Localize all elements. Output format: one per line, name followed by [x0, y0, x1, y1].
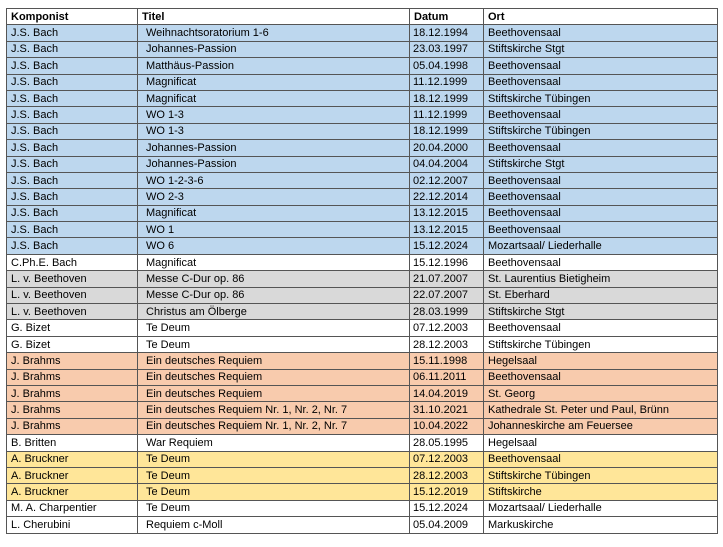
cell-ort[interactable]: Beethovensaal [484, 369, 718, 385]
header-ort[interactable]: Ort [484, 9, 718, 25]
table-body [7, 25, 718, 533]
cell-ort[interactable]: Stiftskirche Tübingen [484, 123, 718, 139]
table-row [7, 402, 718, 418]
cell-titel[interactable]: Te Deum [138, 500, 410, 516]
table-row [7, 517, 718, 533]
cell-datum[interactable]: 20.04.2000 [410, 140, 484, 156]
cell-titel[interactable]: WO 1-2-3-6 [138, 172, 410, 188]
cell-datum[interactable]: 15.12.1996 [410, 254, 484, 270]
table-row [7, 41, 718, 57]
cell-titel[interactable]: Matthäus-Passion [138, 58, 410, 74]
cell-komponist[interactable]: A. Bruckner [7, 451, 138, 467]
table-row [7, 205, 718, 221]
table-row [7, 271, 718, 287]
cell-ort[interactable]: Beethovensaal [484, 25, 718, 41]
cell-titel[interactable]: Te Deum [138, 320, 410, 336]
cell-datum[interactable]: 23.03.1997 [410, 41, 484, 57]
cell-komponist[interactable]: J. Brahms [7, 385, 138, 401]
cell-datum[interactable]: 15.12.2019 [410, 484, 484, 500]
cell-ort[interactable]: Beethovensaal [484, 107, 718, 123]
table-row [7, 418, 718, 434]
table-row [7, 451, 718, 467]
cell-titel[interactable]: Ein deutsches Requiem [138, 369, 410, 385]
table-row [7, 140, 718, 156]
cell-ort[interactable]: Stiftskirche [484, 484, 718, 500]
cell-komponist[interactable]: A. Bruckner [7, 484, 138, 500]
cell-ort[interactable]: Hegelsaal [484, 353, 718, 369]
table-row [7, 107, 718, 123]
cell-datum[interactable]: 11.12.1999 [410, 107, 484, 123]
cell-datum[interactable]: 18.12.1999 [410, 90, 484, 106]
table-row [7, 435, 718, 451]
cell-ort[interactable]: Beethovensaal [484, 451, 718, 467]
cell-datum[interactable]: 15.12.2024 [410, 238, 484, 254]
cell-titel[interactable]: Requiem c-Moll [138, 517, 410, 533]
cell-komponist[interactable]: M. A. Charpentier [7, 500, 138, 516]
cell-komponist[interactable]: C.Ph.E. Bach [7, 254, 138, 270]
cell-datum[interactable]: 14.04.2019 [410, 385, 484, 401]
cell-komponist[interactable]: J.S. Bach [7, 238, 138, 254]
table-row [7, 304, 718, 320]
cell-datum[interactable]: 18.12.1999 [410, 123, 484, 139]
table-row [7, 74, 718, 90]
table-row [7, 156, 718, 172]
table-row [7, 90, 718, 106]
cell-ort[interactable]: Stiftskirche Stgt [484, 41, 718, 57]
cell-datum[interactable]: 22.12.2014 [410, 189, 484, 205]
cell-komponist[interactable]: J.S. Bach [7, 140, 138, 156]
table-row [7, 287, 718, 303]
cell-titel[interactable]: Messe C-Dur op. 86 [138, 271, 410, 287]
table-row [7, 484, 718, 500]
cell-titel[interactable]: Te Deum [138, 336, 410, 352]
cell-komponist[interactable]: J.S. Bach [7, 41, 138, 57]
cell-ort[interactable]: Kathedrale St. Peter und Paul, Brünn [484, 402, 718, 418]
cell-ort[interactable]: Beethovensaal [484, 140, 718, 156]
cell-titel[interactable]: Te Deum [138, 467, 410, 483]
cell-ort[interactable]: Beethovensaal [484, 58, 718, 74]
cell-datum[interactable]: 15.12.2024 [410, 500, 484, 516]
table-row [7, 238, 718, 254]
table-row [7, 467, 718, 483]
cell-titel[interactable]: WO 6 [138, 238, 410, 254]
cell-titel[interactable]: War Requiem [138, 435, 410, 451]
cell-ort[interactable]: Markuskirche [484, 517, 718, 533]
table-row [7, 172, 718, 188]
table-row [7, 58, 718, 74]
cell-datum[interactable]: 28.12.2003 [410, 467, 484, 483]
cell-titel[interactable]: WO 1-3 [138, 107, 410, 123]
table-row [7, 25, 718, 41]
table-row [7, 123, 718, 139]
cell-ort[interactable]: Stiftskirche Tübingen [484, 90, 718, 106]
cell-datum[interactable]: 07.12.2003 [410, 320, 484, 336]
cell-komponist[interactable]: J.S. Bach [7, 189, 138, 205]
cell-ort[interactable]: Beethovensaal [484, 189, 718, 205]
cell-datum[interactable]: 21.07.2007 [410, 271, 484, 287]
cell-titel[interactable]: Ein deutsches Requiem Nr. 1, Nr. 2, Nr. 7 [138, 418, 410, 434]
table-row [7, 189, 718, 205]
table-row [7, 353, 718, 369]
cell-ort[interactable]: St. Eberhard [484, 287, 718, 303]
cell-ort[interactable]: St. Laurentius Bietigheim [484, 271, 718, 287]
cell-datum[interactable]: 10.04.2022 [410, 418, 484, 434]
cell-titel[interactable]: WO 1-3 [138, 123, 410, 139]
cell-datum[interactable]: 13.12.2015 [410, 205, 484, 221]
cell-datum[interactable]: 05.04.1998 [410, 58, 484, 74]
table-row [7, 222, 718, 238]
cell-ort[interactable]: Beethovensaal [484, 254, 718, 270]
cell-datum[interactable]: 28.03.1999 [410, 304, 484, 320]
cell-komponist[interactable]: J. Brahms [7, 418, 138, 434]
cell-ort[interactable]: Beethovensaal [484, 205, 718, 221]
table-row [7, 320, 718, 336]
cell-komponist[interactable]: J.S. Bach [7, 123, 138, 139]
cell-datum[interactable]: 18.12.1994 [410, 25, 484, 41]
cell-komponist[interactable]: G. Bizet [7, 336, 138, 352]
cell-ort[interactable]: Johanneskirche am Feuersee [484, 418, 718, 434]
cell-komponist[interactable]: J.S. Bach [7, 90, 138, 106]
cell-titel[interactable]: Johannes-Passion [138, 156, 410, 172]
header-datum[interactable]: Datum [410, 9, 484, 25]
header-komponist[interactable]: Komponist [7, 9, 138, 25]
cell-ort[interactable]: Hegelsaal [484, 435, 718, 451]
cell-titel[interactable]: WO 1 [138, 222, 410, 238]
concert-table [6, 8, 718, 534]
cell-titel[interactable]: WO 2-3 [138, 189, 410, 205]
cell-titel[interactable]: Te Deum [138, 451, 410, 467]
cell-komponist[interactable]: J.S. Bach [7, 222, 138, 238]
cell-titel[interactable]: Ein deutsches Requiem [138, 385, 410, 401]
cell-datum[interactable]: 05.04.2009 [410, 517, 484, 533]
table-row [7, 336, 718, 352]
cell-ort[interactable]: Beethovensaal [484, 222, 718, 238]
cell-ort[interactable]: Beethovensaal [484, 172, 718, 188]
cell-titel[interactable]: Te Deum [138, 484, 410, 500]
table-row [7, 369, 718, 385]
cell-ort[interactable]: Stiftskirche Stgt [484, 304, 718, 320]
cell-komponist[interactable]: J.S. Bach [7, 107, 138, 123]
cell-datum[interactable]: 28.12.2003 [410, 336, 484, 352]
cell-ort[interactable]: Beethovensaal [484, 320, 718, 336]
cell-datum[interactable]: 04.04.2004 [410, 156, 484, 172]
cell-titel[interactable]: Weihnachtsoratorium 1-6 [138, 25, 410, 41]
cell-komponist[interactable]: J.S. Bach [7, 25, 138, 41]
cell-titel[interactable]: Johannes-Passion [138, 41, 410, 57]
cell-komponist[interactable]: J.S. Bach [7, 205, 138, 221]
cell-komponist[interactable]: L. Cherubini [7, 517, 138, 533]
cell-titel[interactable]: Magnificat [138, 205, 410, 221]
cell-komponist[interactable]: J.S. Bach [7, 58, 138, 74]
cell-titel[interactable]: Christus am Ölberge [138, 304, 410, 320]
cell-komponist[interactable]: B. Britten [7, 435, 138, 451]
cell-datum[interactable]: 15.11.1998 [410, 353, 484, 369]
cell-komponist[interactable]: L. v. Beethoven [7, 287, 138, 303]
cell-ort[interactable]: Stiftskirche Tübingen [484, 336, 718, 352]
cell-ort[interactable]: St. Georg [484, 385, 718, 401]
table-row [7, 254, 718, 270]
cell-komponist[interactable]: G. Bizet [7, 320, 138, 336]
cell-titel[interactable]: Ein deutsches Requiem [138, 353, 410, 369]
cell-komponist[interactable]: J. Brahms [7, 402, 138, 418]
cell-komponist[interactable]: J.S. Bach [7, 156, 138, 172]
cell-komponist[interactable]: J. Brahms [7, 369, 138, 385]
header-titel[interactable]: Titel [138, 9, 410, 25]
cell-titel[interactable]: Magnificat [138, 90, 410, 106]
table-row [7, 385, 718, 401]
cell-ort[interactable]: Stiftskirche Stgt [484, 156, 718, 172]
table-row [7, 500, 718, 516]
cell-datum[interactable]: 11.12.1999 [410, 74, 484, 90]
cell-datum[interactable]: 02.12.2007 [410, 172, 484, 188]
cell-titel[interactable]: Ein deutsches Requiem Nr. 1, Nr. 2, Nr. 7 [138, 402, 410, 418]
cell-komponist[interactable]: L. v. Beethoven [7, 271, 138, 287]
cell-ort[interactable]: Mozartsaal/ Liederhalle [484, 238, 718, 254]
cell-komponist[interactable]: J.S. Bach [7, 74, 138, 90]
cell-datum[interactable]: 07.12.2003 [410, 451, 484, 467]
cell-komponist[interactable]: A. Bruckner [7, 467, 138, 483]
cell-komponist[interactable]: J.S. Bach [7, 172, 138, 188]
cell-datum[interactable]: 31.10.2021 [410, 402, 484, 418]
cell-titel[interactable]: Messe C-Dur op. 86 [138, 287, 410, 303]
cell-ort[interactable]: Beethovensaal [484, 74, 718, 90]
cell-titel[interactable]: Johannes-Passion [138, 140, 410, 156]
cell-datum[interactable]: 28.05.1995 [410, 435, 484, 451]
cell-titel[interactable]: Magnificat [138, 254, 410, 270]
cell-komponist[interactable]: J. Brahms [7, 353, 138, 369]
cell-ort[interactable]: Mozartsaal/ Liederhalle [484, 500, 718, 516]
cell-datum[interactable]: 06.11.2011 [410, 369, 484, 385]
cell-ort[interactable]: Stiftskirche Tübingen [484, 467, 718, 483]
cell-titel[interactable]: Magnificat [138, 74, 410, 90]
cell-komponist[interactable]: L. v. Beethoven [7, 304, 138, 320]
header-row [7, 9, 718, 25]
cell-datum[interactable]: 13.12.2015 [410, 222, 484, 238]
cell-datum[interactable]: 22.07.2007 [410, 287, 484, 303]
